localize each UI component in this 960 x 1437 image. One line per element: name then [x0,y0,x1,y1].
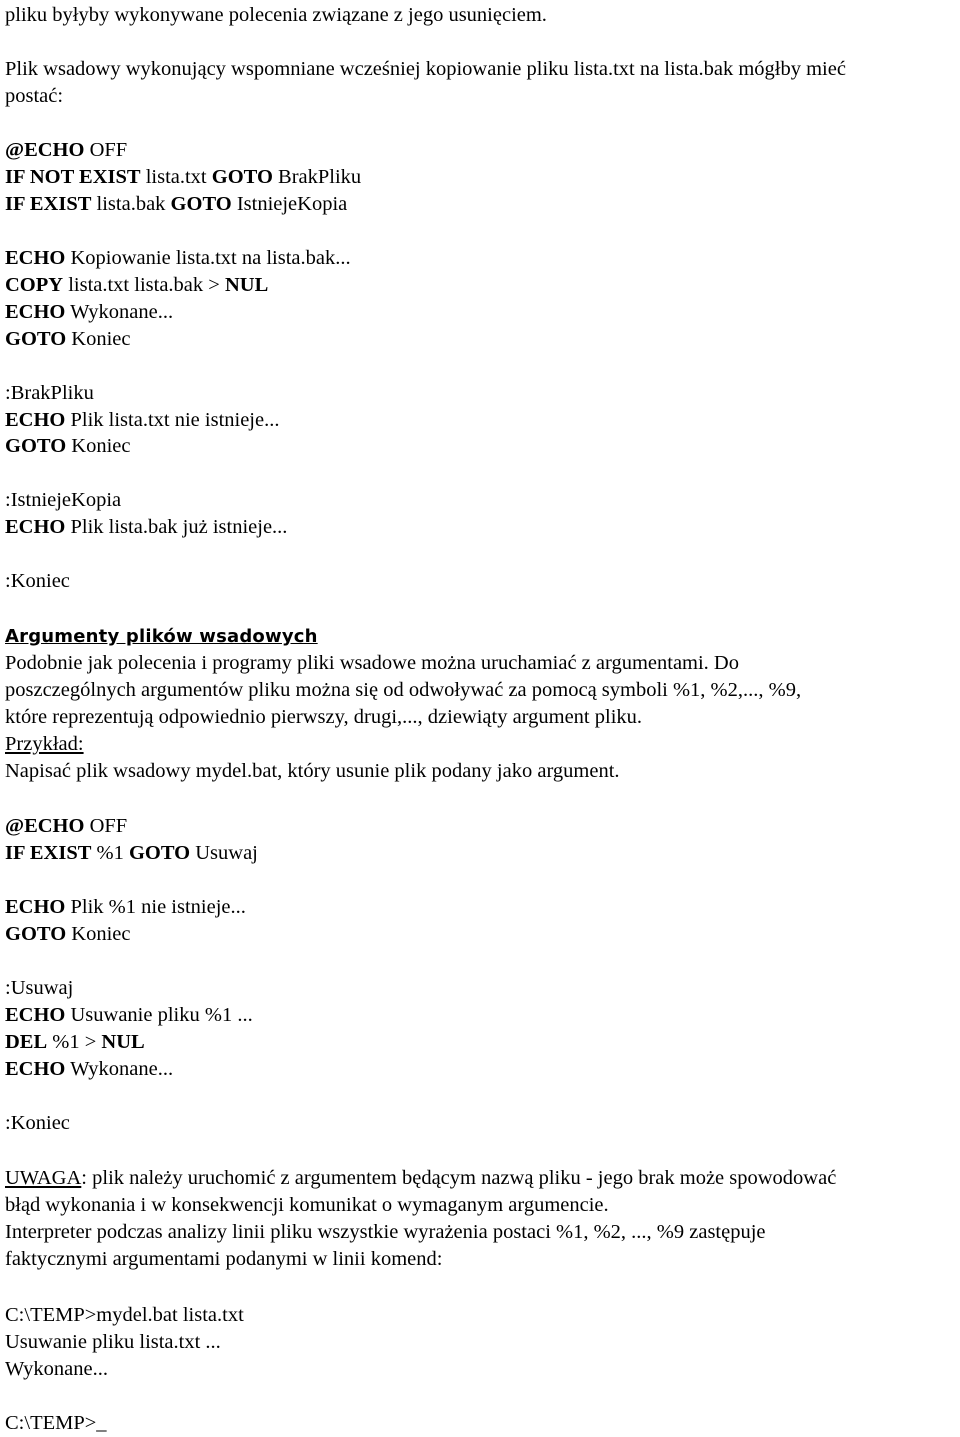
code-line: ECHO Kopiowanie lista.txt na lista.bak... [5,247,351,269]
code-line: GOTO Koniec [5,923,131,945]
task-line: Napisać plik wsadowy mydel.bat, który usunie plik podany jako argument. [5,760,620,782]
code-line: ECHO Plik lista.bak już istnieje... [5,516,288,538]
code-line: COPY lista.txt lista.bak > NUL [5,274,269,296]
code-line: GOTO Koniec [5,435,131,457]
intro-line: Plik wsadowy wykonujący wspomniane wcześniej kopiowanie pliku lista.txt na lista.bak mógłby mieć [5,58,846,80]
code-line: IF EXIST %1 GOTO Usuwaj [5,842,258,864]
code-line: GOTO Koniec [5,328,131,350]
console-line: Usuwanie pliku lista.txt ... [5,1331,221,1353]
example-label: Przykład: [5,733,84,755]
code-line: @ECHO OFF [5,815,128,837]
code-label: :IstniejeKopia [5,489,122,511]
code-line: DEL %1 > NUL [5,1031,145,1053]
code-label: :BrakPliku [5,382,94,404]
code-label: :Koniec [5,1112,70,1134]
code-label: :Usuwaj [5,977,74,999]
note-label: UWAGA [5,1167,82,1189]
section-heading: Argumenty plików wsadowych [5,626,318,647]
paragraph-line: Podobnie jak polecenia i programy pliki wsadowe można uruchamiać z argumentami. Do [5,652,739,674]
note-line: faktycznymi argumentami podanymi w linii komend: [5,1248,443,1270]
code-label: :Koniec [5,570,70,592]
note-line: Interpreter podczas analizy linii pliku wszystkie wyrażenia postaci %1, %2, ..., %9 zastępuje [5,1221,766,1243]
note-line: UWAGA: plik należy uruchomić z argumentem będącym nazwą pliku - jego brak może spowodować [5,1167,837,1189]
code-line: IF NOT EXIST lista.txt GOTO BrakPliku [5,166,362,188]
code-line: ECHO Usuwanie pliku %1 ... [5,1004,253,1026]
console-line: Wykonane... [5,1358,108,1380]
paragraph-line: poszczególnych argumentów pliku można się od odwoływać za pomocą symboli %1, %2,..., %9, [5,679,802,701]
code-line: IF EXIST lista.bak GOTO IstniejeKopia [5,193,348,215]
code-line: @ECHO OFF [5,139,128,161]
code-line: ECHO Plik lista.txt nie istnieje... [5,409,280,431]
code-line: ECHO Plik %1 nie istnieje... [5,896,246,918]
console-line: C:\TEMP>mydel.bat lista.txt [5,1304,244,1326]
paragraph-line: które reprezentują odpowiednio pierwszy, drugi,..., dziewiąty argument pliku. [5,706,643,728]
intro-line: pliku byłyby wykonywane polecenia związane z jego usunięciem. [5,4,547,26]
note-line: błąd wykonania i w konsekwencji komunikat o wymaganym argumencie. [5,1194,609,1216]
console-line: C:\TEMP>_ [5,1412,107,1434]
code-line: ECHO Wykonane... [5,1058,174,1080]
code-line: ECHO Wykonane... [5,301,174,323]
intro-line: postać: [5,85,64,107]
